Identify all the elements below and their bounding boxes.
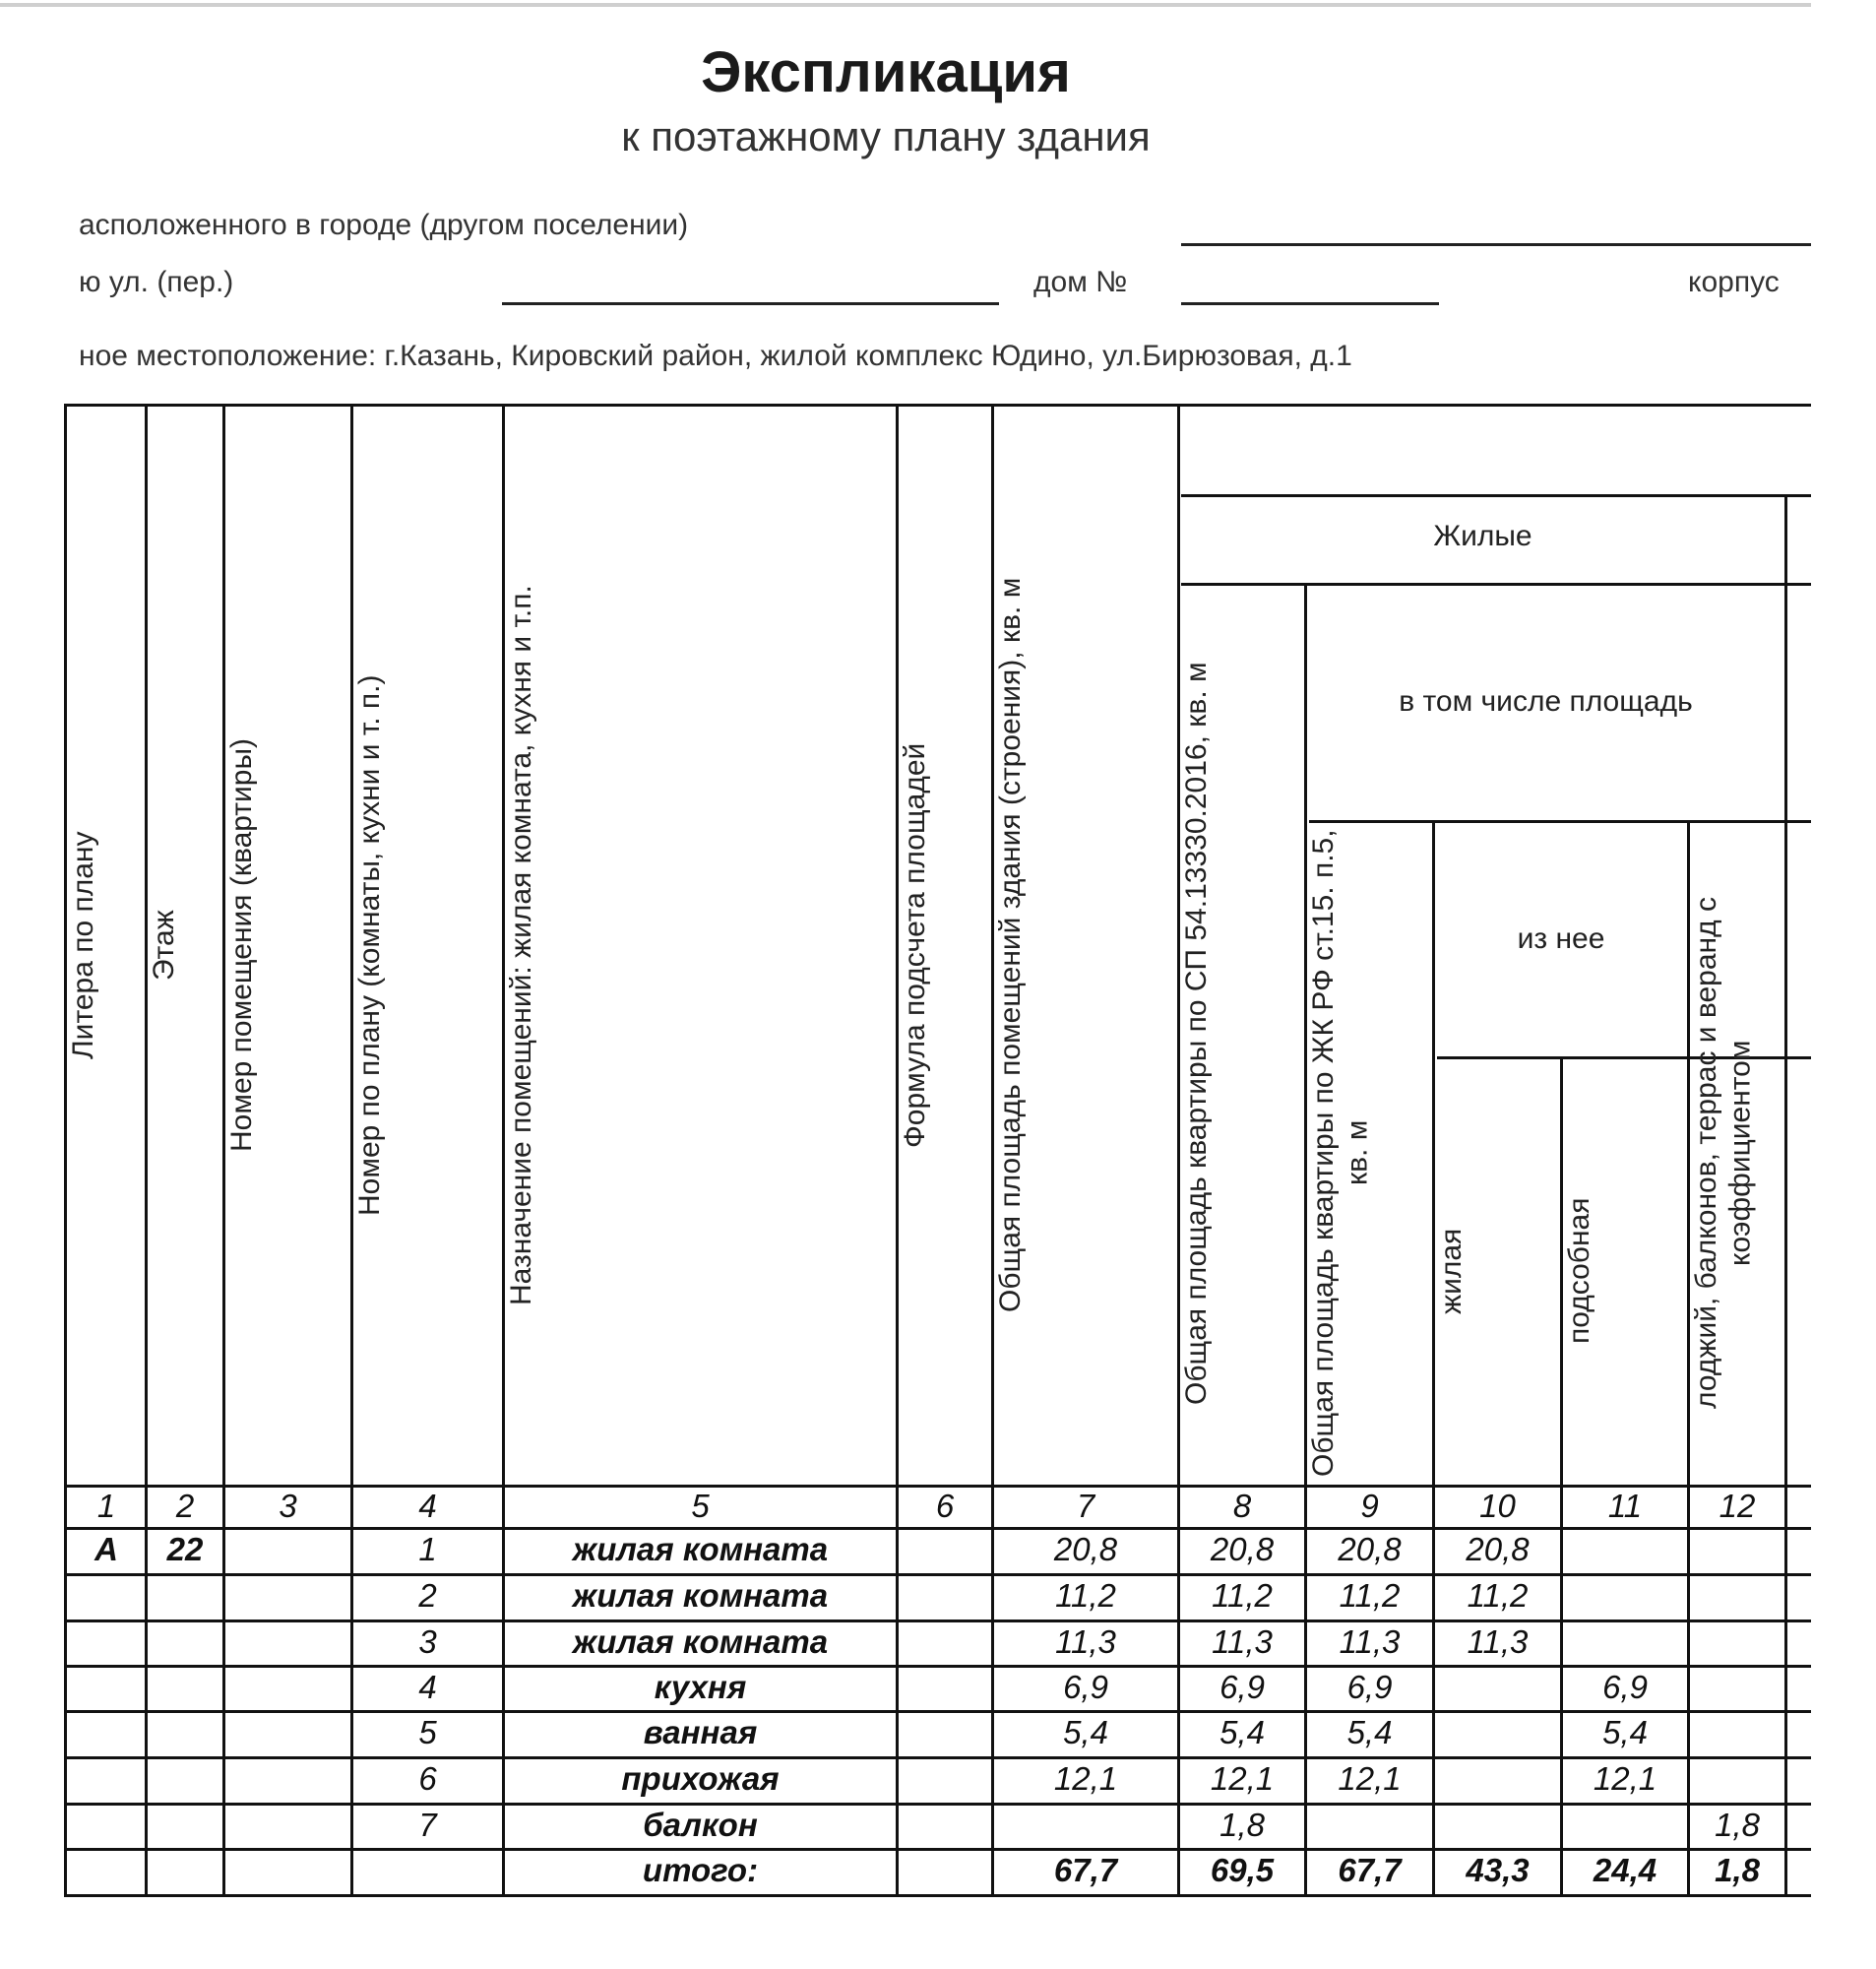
table-cell: итого:: [642, 1852, 759, 1888]
table-cell: 12,1: [1210, 1760, 1275, 1797]
table-cell: 11,3: [1055, 1623, 1116, 1660]
header-group-living: Жилые: [1433, 520, 1532, 552]
table-top-border: [64, 404, 1811, 407]
header-rule-group: [1181, 583, 1811, 586]
table-cell: ванная: [643, 1714, 758, 1750]
table-cell: 67,7: [1053, 1852, 1118, 1888]
column-number: 6: [935, 1488, 955, 1524]
table-cell: 11,3: [1467, 1623, 1529, 1660]
table-cell: 6: [418, 1760, 437, 1797]
table-cell: 20,8: [1338, 1531, 1402, 1567]
table-cell: 1,8: [1715, 1807, 1760, 1843]
column-number: 12: [1719, 1488, 1756, 1524]
table-cell: 1: [418, 1531, 437, 1567]
column-number: 9: [1360, 1488, 1379, 1524]
header-col6: Формула подсчета площадей: [899, 742, 931, 1148]
table-cell: кухня: [654, 1669, 747, 1705]
table-cell: жилая комната: [572, 1577, 829, 1614]
table-cell: 12,1: [1338, 1760, 1402, 1797]
header-col10: жилая: [1435, 1228, 1468, 1314]
address-street-blank: [502, 302, 999, 305]
table-cell: 5: [418, 1714, 437, 1750]
table-cell: 6,9: [1219, 1669, 1265, 1705]
column-number: 2: [175, 1488, 195, 1524]
row-rule: [64, 1665, 1811, 1668]
header-col3: Номер помещения (квартиры): [225, 738, 258, 1153]
document-subtitle: к поэтажному плану здания: [621, 113, 1151, 159]
document-title: Экспликация: [701, 40, 1071, 104]
row-rule: [64, 1756, 1811, 1759]
table-cell: 11,2: [1212, 1577, 1273, 1614]
row-rule: [64, 1620, 1811, 1622]
table-cell: 5,4: [1063, 1714, 1108, 1750]
header-col5: Назначение помещений: жилая комната, кухня и т.п.: [505, 585, 537, 1305]
table-cell: 69,5: [1210, 1852, 1275, 1888]
table-cell: 20,8: [1466, 1531, 1530, 1567]
table-cell: 43,3: [1466, 1852, 1530, 1888]
column-number: 11: [1607, 1488, 1643, 1524]
address-location: ное местоположение: г.Казань, Кировский район, жилой комплекс Юдино, ул.Бирюзовая, д.1: [79, 340, 1352, 372]
table-cell: 11,3: [1212, 1623, 1273, 1660]
table-bottom-border: [64, 1894, 1811, 1897]
table-cell: балкон: [643, 1807, 758, 1843]
table-cell: 5,4: [1346, 1714, 1393, 1750]
address-city-blank: [1181, 243, 1811, 246]
address-street-label: ю ул. (пер.): [79, 266, 234, 298]
column-number: 8: [1232, 1488, 1252, 1524]
column-number: 7: [1076, 1488, 1095, 1524]
table-cell: 1,8: [1715, 1852, 1760, 1888]
header-col4: Номер по плану (комнаты, кухни и т. п.): [353, 674, 386, 1216]
table-cell: 2: [418, 1577, 437, 1614]
table-cell: жилая комната: [572, 1623, 829, 1660]
table-cell: 67,7: [1338, 1852, 1402, 1888]
table-cell: 6,9: [1602, 1669, 1648, 1705]
table-cell: 6,9: [1063, 1669, 1108, 1705]
table-cell: 12,1: [1593, 1760, 1657, 1797]
table-cell: 24,4: [1593, 1852, 1657, 1888]
header-col2: Этаж: [148, 910, 180, 981]
header-group-including: в том числе площадь: [1399, 685, 1693, 718]
table-cell: 20,8: [1053, 1531, 1118, 1567]
column-number: 10: [1479, 1488, 1516, 1524]
table-cell: 1,8: [1219, 1807, 1265, 1843]
table-cell: 12,1: [1053, 1760, 1118, 1797]
table-cell: 6,9: [1346, 1669, 1393, 1705]
header-col7: Общая площадь помещений здания (строения), кв. м: [994, 577, 1027, 1313]
header-rule-including: [1309, 820, 1811, 823]
table-cell: 11,2: [1467, 1577, 1529, 1614]
table-cell: 4: [418, 1669, 437, 1705]
rule-after-numbers: [64, 1527, 1811, 1530]
header-group-of-which: из нее: [1517, 922, 1605, 955]
header-col1: Литера по плану: [67, 831, 99, 1059]
row-rule: [64, 1803, 1811, 1806]
header-col12: лоджий, балконов, террас и веранд с коэффициентом: [1690, 897, 1757, 1409]
table-cell: жилая комната: [572, 1531, 829, 1567]
row-rule: [64, 1848, 1811, 1851]
row-rule: [64, 1573, 1811, 1576]
table-cell: 11,2: [1339, 1577, 1401, 1614]
column-number: 3: [279, 1488, 297, 1524]
column-number: 1: [96, 1488, 116, 1524]
table-cell: А: [94, 1531, 118, 1567]
table-cell: 3: [418, 1623, 437, 1660]
table-cell: 22: [166, 1531, 204, 1567]
header-col8: Общая площадь квартиры по СП 54.13330.2016, кв. м: [1180, 662, 1213, 1406]
table-cell: 5,4: [1602, 1714, 1648, 1750]
header-rule-living: [1181, 494, 1811, 497]
top-rule: [0, 3, 1811, 7]
table-cell: 7: [418, 1807, 437, 1843]
column-number: 4: [418, 1488, 437, 1524]
address-building-label: корпус: [1688, 266, 1780, 298]
table-cell: 11,3: [1339, 1623, 1401, 1660]
table-cell: 11,2: [1055, 1577, 1116, 1614]
col-divider: [1784, 494, 1787, 1897]
table-cell: 20,8: [1210, 1531, 1275, 1567]
table-cell: 5,4: [1219, 1714, 1265, 1750]
address-house-blank: [1181, 302, 1439, 305]
row-rule: [64, 1710, 1811, 1713]
address-house-label: дом №: [1033, 266, 1128, 298]
header-col9: Общая площадь квартиры по ЖК РФ ст.15. п.5, кв. м: [1307, 829, 1374, 1477]
table-cell: прихожая: [621, 1760, 780, 1797]
header-col11: подсобная: [1563, 1197, 1595, 1345]
address-line1: асположенного в городе (другом поселении): [79, 209, 689, 241]
column-number: 5: [691, 1488, 710, 1524]
